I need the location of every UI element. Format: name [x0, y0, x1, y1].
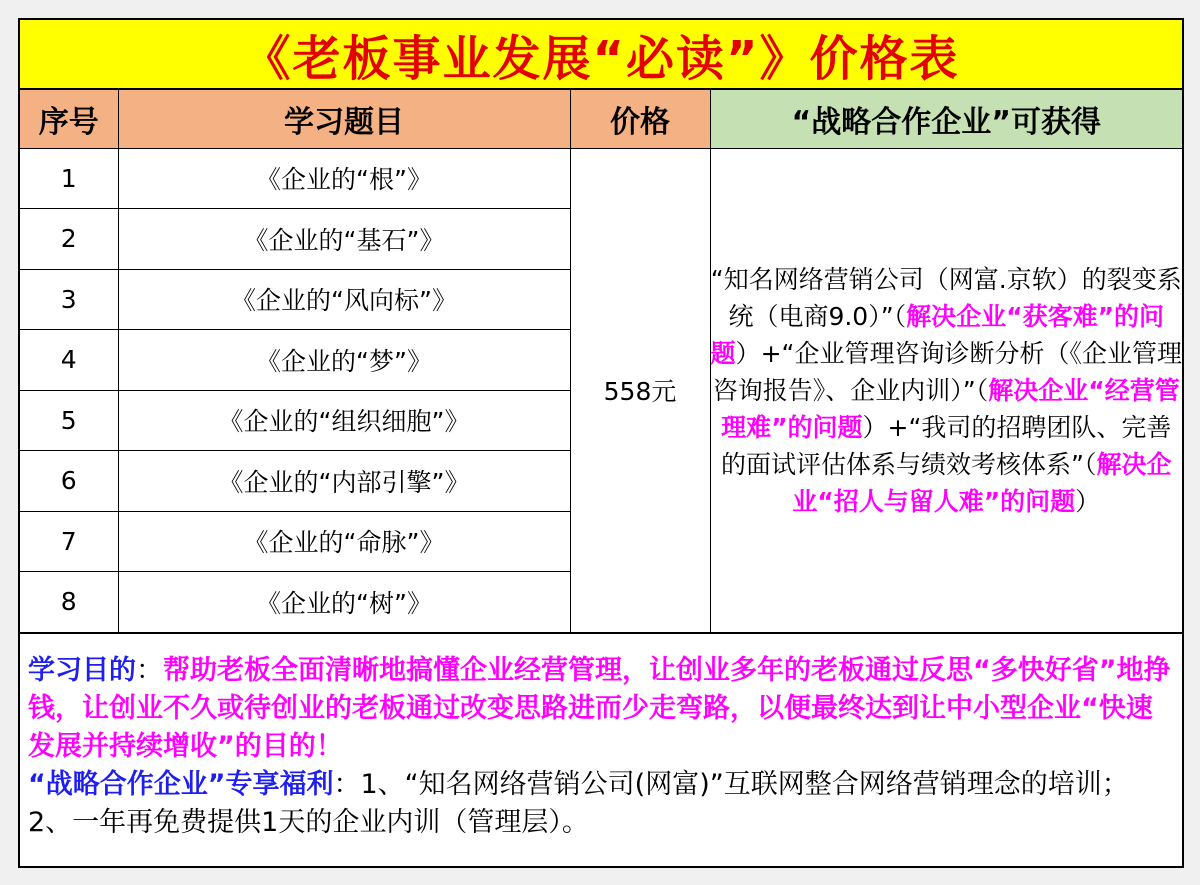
benefit-part3: +“我司的招聘团队、完善的面试评估体系与绩效考核体系”	[721, 412, 1172, 479]
price-value: 558元	[570, 148, 710, 632]
benefit-part2-open: （	[975, 375, 989, 405]
purpose-paragraph	[28, 652, 1172, 766]
benefit-highlight-acquisition: 解决企业“获客难”的问题	[710, 301, 1165, 368]
row-number: 6	[20, 451, 118, 512]
row-number: 5	[20, 390, 118, 451]
benefit-part2: +“企业管理咨询诊断分析（《企业管理咨询报告》、企业内训）”	[712, 338, 1182, 405]
benefit-part1-open: （	[893, 301, 907, 331]
footer-notes	[20, 632, 1182, 866]
purpose-label: 学习目的	[28, 655, 136, 686]
benefit-description	[710, 148, 1182, 632]
benefit-part1: “知名网络营销公司（网富.京软）的裂变系统（电商9.0）”	[710, 264, 1182, 331]
row-topic: 《企业的“组织细胞”》	[118, 390, 570, 451]
benefit-highlight-recruiting: 解决企业“招人与留人难”的问题	[792, 449, 1172, 516]
row-topic: 《企业的“风向标”》	[118, 269, 570, 330]
purpose-colon: ：	[136, 655, 163, 686]
row-topic: 《企业的“根”》	[118, 148, 570, 209]
welfare-paragraph	[28, 766, 1172, 842]
row-number: 4	[20, 330, 118, 391]
table-row	[20, 148, 1182, 209]
welfare-text: 1、“知名网络营销公司(网富)”互联网整合网络营销理念的培训；2、一年再免费提供1天的企业内训（管理层）。	[28, 769, 1129, 838]
header-topic: 学习题目	[118, 90, 570, 148]
row-number: 1	[20, 148, 118, 209]
benefit-part2-close: ）	[862, 412, 888, 442]
purpose-text: 帮助老板全面清晰地搞懂企业经营管理，让创业多年的老板通过反思“多快好省”地挣钱，让创业不久或待创业的老板通过改变思路进而少走弯路，以便最终达到让中小型企业“快速发展并持续增收”的目的！	[28, 655, 1171, 762]
row-number: 3	[20, 269, 118, 330]
benefit-highlight-management: 解决企业“经营管理难”的问题	[721, 375, 1180, 442]
header-price: 价格	[570, 90, 710, 148]
table-header-row	[20, 90, 1182, 148]
price-table	[20, 90, 1182, 633]
row-number: 8	[20, 572, 118, 633]
row-topic: 《企业的“命脉”》	[118, 511, 570, 572]
header-seq: 序号	[20, 90, 118, 148]
row-topic: 《企业的“基石”》	[118, 209, 570, 270]
benefit-part3-open: （	[1083, 449, 1097, 479]
header-benefit: “战略合作企业”可获得	[710, 90, 1182, 148]
benefit-part3-close: ）	[1075, 486, 1101, 516]
row-topic: 《企业的“梦”》	[118, 330, 570, 391]
welfare-label: “战略合作企业”专享福利	[28, 769, 334, 800]
row-topic: 《企业的“树”》	[118, 572, 570, 633]
benefit-part1-close: ）	[735, 338, 761, 368]
price-sheet	[18, 18, 1184, 868]
row-number: 2	[20, 209, 118, 270]
title-bar	[20, 20, 1182, 90]
welfare-colon: ：	[333, 769, 361, 800]
page-title: 《老板事业发展“必读”》价格表	[242, 30, 960, 87]
row-topic: 《企业的“内部引擎”》	[118, 451, 570, 512]
row-number: 7	[20, 511, 118, 572]
